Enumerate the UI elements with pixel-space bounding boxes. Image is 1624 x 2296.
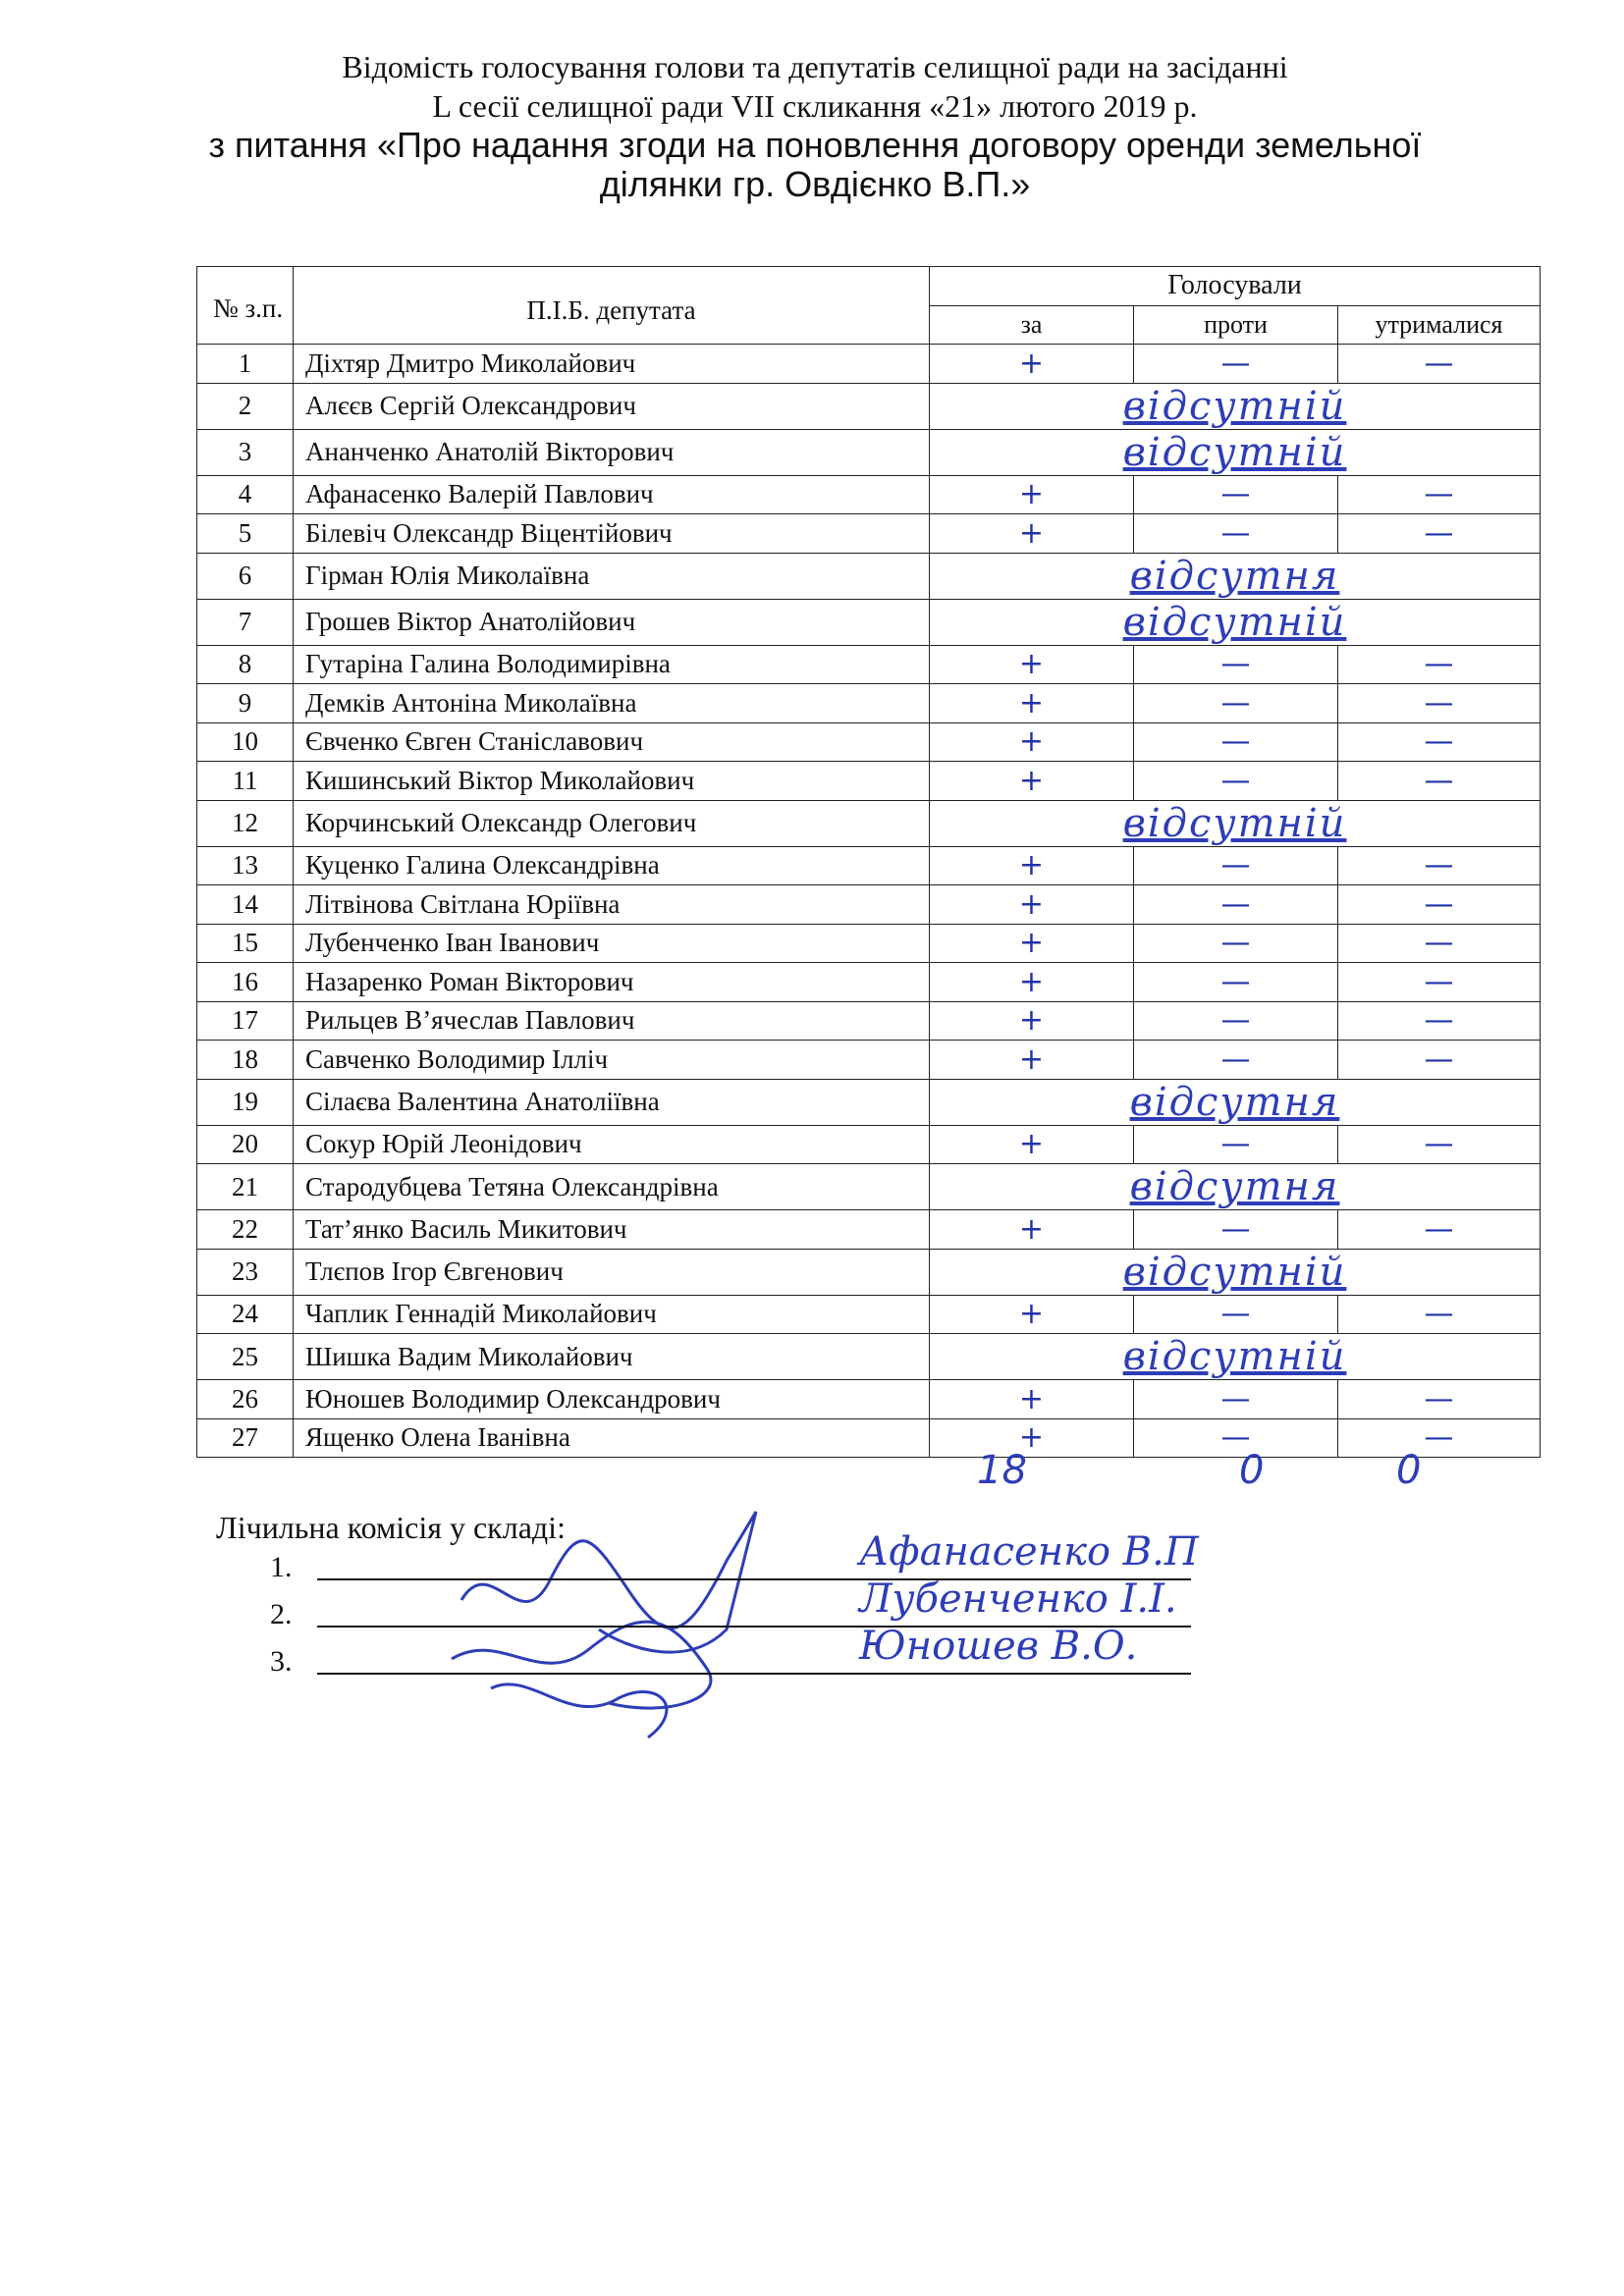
deputy-name: Сілаєва Валентина Анатоліївна	[294, 1079, 930, 1125]
vote-abstained: —	[1338, 345, 1541, 384]
row-number: 13	[197, 846, 294, 885]
absent-mark: відсутній	[930, 599, 1541, 645]
vote-abstained: —	[1338, 684, 1541, 723]
commission-member-3	[270, 1624, 1138, 1679]
vote-for: +	[930, 1210, 1134, 1250]
table-row	[197, 1210, 1541, 1250]
row-number: 15	[197, 924, 294, 963]
vote-abstained: —	[1338, 1295, 1541, 1334]
row-number: 4	[197, 475, 294, 514]
deputy-name: Лубенченко Іван Іванович	[294, 924, 930, 963]
table-row	[197, 684, 1541, 723]
header-number: № з.п.	[197, 267, 294, 345]
vote-for: +	[930, 684, 1134, 723]
deputy-name: Шишка Вадим Миколайович	[294, 1334, 930, 1380]
table-row	[197, 1125, 1541, 1164]
table-row	[197, 345, 1541, 384]
title-line-1: Відомість голосування голови та депутатів селищної ради на засіданні	[342, 49, 1288, 84]
row-number: 20	[197, 1125, 294, 1164]
deputy-name: Сокур Юрій Леонідович	[294, 1125, 930, 1164]
vote-against: —	[1134, 1041, 1338, 1080]
vote-for: +	[930, 722, 1134, 762]
row-number: 11	[197, 762, 294, 801]
vote-for: +	[930, 475, 1134, 514]
table-row	[197, 514, 1541, 554]
deputy-name: Діхтяр Дмитро Миколайович	[294, 345, 930, 384]
vote-for: +	[930, 924, 1134, 963]
vote-for: +	[930, 1295, 1134, 1334]
table-row	[197, 1041, 1541, 1080]
row-number: 19	[197, 1079, 294, 1125]
table-row	[197, 1164, 1541, 1210]
title-line-4: ділянки гр. Овдієнко В.П.»	[599, 164, 1031, 204]
vote-against: —	[1134, 1125, 1338, 1164]
vote-against: —	[1134, 885, 1338, 925]
vote-for: +	[930, 1001, 1134, 1041]
deputy-name: Кишинський Віктор Миколайович	[294, 762, 930, 801]
total-against: 0	[1239, 1448, 1265, 1493]
table-row	[197, 383, 1541, 429]
signature-scribble	[432, 1492, 844, 1747]
vote-for: +	[930, 1380, 1134, 1419]
row-number: 22	[197, 1210, 294, 1250]
row-number: 2	[197, 383, 294, 429]
table-row	[197, 885, 1541, 925]
table-row	[197, 553, 1541, 599]
member-number: 1.	[270, 1551, 293, 1583]
row-number: 24	[197, 1295, 294, 1334]
deputy-name: Демків Антоніна Миколаївна	[294, 684, 930, 723]
table-row	[197, 800, 1541, 846]
vote-abstained: —	[1338, 722, 1541, 762]
vote-abstained: —	[1338, 885, 1541, 925]
member-name: Лубенченко І.І.	[859, 1576, 1177, 1622]
row-number: 10	[197, 722, 294, 762]
absent-mark: відсутній	[930, 429, 1541, 475]
row-number: 25	[197, 1334, 294, 1380]
signature-line	[317, 1673, 1191, 1675]
table-row	[197, 1249, 1541, 1295]
vote-abstained: —	[1338, 924, 1541, 963]
row-number: 9	[197, 684, 294, 723]
row-number: 7	[197, 599, 294, 645]
member-name: Юношев В.О.	[859, 1624, 1138, 1669]
vote-against: —	[1134, 1001, 1338, 1041]
vote-against: —	[1134, 762, 1338, 801]
deputy-name: Рильцев В’ячеслав Павлович	[294, 1001, 930, 1041]
table-row	[197, 1079, 1541, 1125]
total-abstained: 0	[1396, 1448, 1422, 1493]
deputy-name: Стародубцева Тетяна Олександрівна	[294, 1164, 930, 1210]
commission-member-2	[270, 1576, 1177, 1631]
vote-against: —	[1134, 846, 1338, 885]
row-number: 1	[197, 345, 294, 384]
deputy-name: Назаренко Роман Вікторович	[294, 963, 930, 1002]
deputy-name: Тат’янко Василь Микитович	[294, 1210, 930, 1250]
absent-mark: відсутній	[930, 1249, 1541, 1295]
vote-for: +	[930, 1125, 1134, 1164]
table-row	[197, 924, 1541, 963]
table-row	[197, 846, 1541, 885]
title-line-3: з питання «Про надання згоди на поновлення договору оренди земельної	[208, 125, 1422, 165]
row-number: 3	[197, 429, 294, 475]
vote-abstained: —	[1338, 846, 1541, 885]
row-number: 16	[197, 963, 294, 1002]
absent-mark: відсутня	[930, 1079, 1541, 1125]
table-row	[197, 1418, 1541, 1458]
vote-against: —	[1134, 722, 1338, 762]
vote-against: —	[1134, 1418, 1338, 1458]
deputy-name: Євченко Євген Станіславович	[294, 722, 930, 762]
deputy-name: Юношев Володимир Олександрович	[294, 1380, 930, 1419]
vote-for: +	[930, 846, 1134, 885]
table-row	[197, 963, 1541, 1002]
table-row	[197, 1001, 1541, 1041]
vote-against: —	[1134, 963, 1338, 1002]
vote-against: —	[1134, 1295, 1338, 1334]
vote-against: —	[1134, 475, 1338, 514]
member-name: Афанасенко В.П	[859, 1529, 1199, 1575]
absent-mark: відсутня	[930, 553, 1541, 599]
table-row	[197, 429, 1541, 475]
vote-for: +	[930, 1418, 1134, 1458]
table-row	[197, 1295, 1541, 1334]
deputy-name: Афанасенко Валерій Павлович	[294, 475, 930, 514]
table-row	[197, 1334, 1541, 1380]
row-number: 14	[197, 885, 294, 925]
row-number: 27	[197, 1418, 294, 1458]
row-number: 17	[197, 1001, 294, 1041]
header-voted: Голосували	[930, 267, 1541, 306]
table-row	[197, 722, 1541, 762]
row-number: 6	[197, 553, 294, 599]
table-row	[197, 475, 1541, 514]
deputy-name: Ананченко Анатолій Вікторович	[294, 429, 930, 475]
header-abstained: утрималися	[1338, 305, 1541, 345]
vote-abstained: —	[1338, 1418, 1541, 1458]
table-row	[197, 599, 1541, 645]
vote-abstained: —	[1338, 963, 1541, 1002]
row-number: 26	[197, 1380, 294, 1419]
voting-table	[196, 266, 1541, 1458]
vote-against: —	[1134, 1210, 1338, 1250]
vote-for: +	[930, 345, 1134, 384]
vote-abstained: —	[1338, 1125, 1541, 1164]
vote-for: +	[930, 963, 1134, 1002]
absent-mark: відсутня	[930, 1164, 1541, 1210]
commission-member-1	[270, 1529, 1199, 1584]
deputy-name: Літвінова Світлана Юріївна	[294, 885, 930, 925]
vote-abstained: —	[1338, 1210, 1541, 1250]
vote-abstained: —	[1338, 475, 1541, 514]
document-title	[147, 47, 1483, 204]
table-row	[197, 645, 1541, 684]
header-against: проти	[1134, 305, 1338, 345]
vote-rows	[197, 345, 1541, 1458]
member-number: 3.	[270, 1645, 293, 1678]
vote-abstained: —	[1338, 514, 1541, 554]
row-number: 8	[197, 645, 294, 684]
vote-abstained: —	[1338, 1041, 1541, 1080]
vote-for: +	[930, 885, 1134, 925]
vote-abstained: —	[1338, 645, 1541, 684]
table-row	[197, 1380, 1541, 1419]
vote-for: +	[930, 645, 1134, 684]
absent-mark: відсутній	[930, 1334, 1541, 1380]
absent-mark: відсутній	[930, 383, 1541, 429]
row-number: 23	[197, 1249, 294, 1295]
vote-for: +	[930, 514, 1134, 554]
vote-against: —	[1134, 684, 1338, 723]
deputy-name: Корчинський Олександр Олегович	[294, 800, 930, 846]
deputy-name: Алєєв Сергій Олександрович	[294, 383, 930, 429]
row-number: 21	[197, 1164, 294, 1210]
row-number: 18	[197, 1041, 294, 1080]
deputy-name: Савченко Володимир Ілліч	[294, 1041, 930, 1080]
header-for: за	[930, 305, 1134, 345]
vote-for: +	[930, 1041, 1134, 1080]
vote-against: —	[1134, 924, 1338, 963]
member-number: 2.	[270, 1598, 293, 1630]
deputy-name: Білевіч Олександр Віцентійович	[294, 514, 930, 554]
vote-against: —	[1134, 514, 1338, 554]
deputy-name: Куценко Галина Олександрівна	[294, 846, 930, 885]
table-row	[197, 762, 1541, 801]
vote-against: —	[1134, 645, 1338, 684]
deputy-name: Ященко Олена Іванівна	[294, 1418, 930, 1458]
vote-against: —	[1134, 345, 1338, 384]
vote-against: —	[1134, 1380, 1338, 1419]
total-for: 18	[977, 1448, 1027, 1493]
deputy-name: Гірман Юлія Миколаївна	[294, 553, 930, 599]
commission-label: Лічильна комісія у складі:	[216, 1510, 566, 1545]
deputy-name: Чаплик Геннадій Миколайович	[294, 1295, 930, 1334]
header-name: П.І.Б. депутата	[294, 267, 930, 345]
absent-mark: відсутній	[930, 800, 1541, 846]
deputy-name: Гутаріна Галина Володимирівна	[294, 645, 930, 684]
row-number: 5	[197, 514, 294, 554]
vote-abstained: —	[1338, 1380, 1541, 1419]
vote-for: +	[930, 762, 1134, 801]
vote-abstained: —	[1338, 762, 1541, 801]
vote-abstained: —	[1338, 1001, 1541, 1041]
row-number: 12	[197, 800, 294, 846]
title-line-2: L сесії селищної ради VII скликання «21» лютого 2019 р.	[432, 88, 1198, 124]
deputy-name: Грошев Віктор Анатолійович	[294, 599, 930, 645]
deputy-name: Тлєпов Ігор Євгенович	[294, 1249, 930, 1295]
